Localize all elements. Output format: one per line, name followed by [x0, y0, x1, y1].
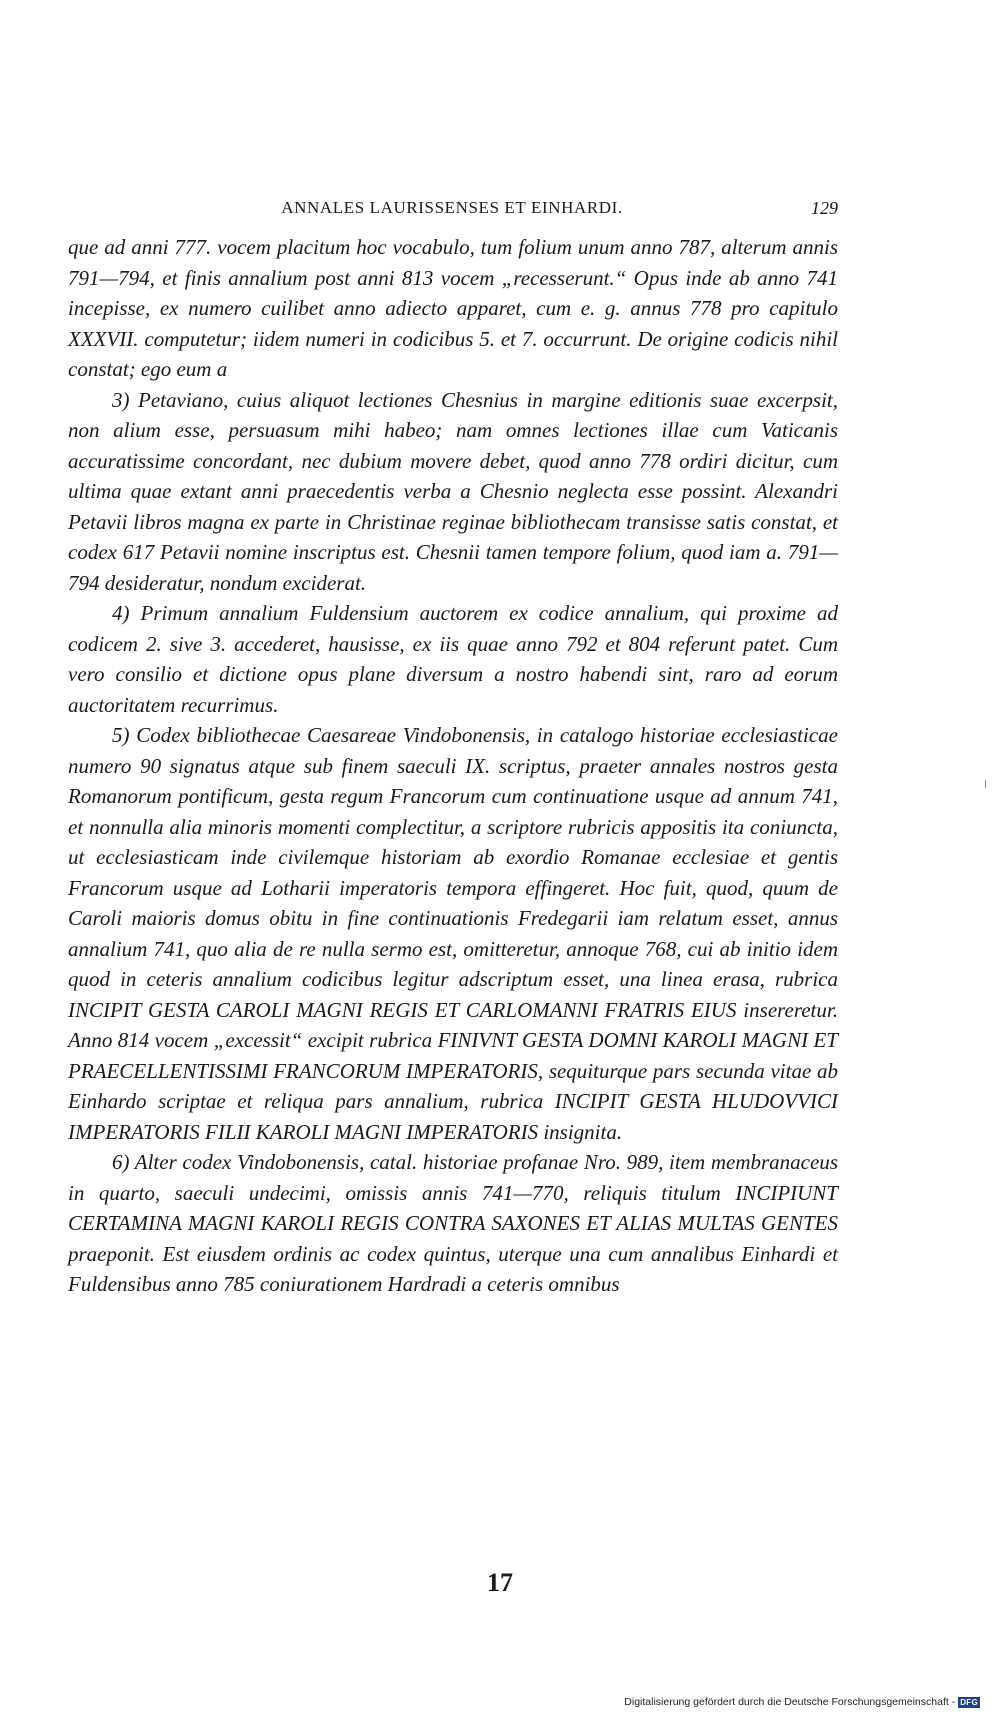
body-text — [68, 232, 838, 1300]
running-title: ANNALES LAURISSENSES ET EINHARDI. — [281, 198, 623, 217]
paragraph-3-petaviano: 3) Petaviano, cuius aliquot lectiones Chesnius in margine editionis suae excerpsit, non alium esse, persuasum mihi habeo; nam omnes lectiones illae cum Vaticanis accuratissime concordant, nec dubium movere debet, quod anno 778 ordiri dicitur, cum ultima quae extant anni praecedentis verba a Chesnio neglecta esse possint. Alexandri Petavii libros magna ex parte in Christinae reginae bibliothecam transisse satis constat, et codex 617 Petavii nomine inscriptus est. Chesnii tamen tempore folium, quod iam a. 791—794 desideratur, nondum exciderat. — [68, 387, 838, 595]
page-number: 129 — [811, 198, 838, 218]
paragraph-6-alter-codex: 6) Alter codex Vindobonensis, catal. historiae profanae Nro. 989, item membranaceus in quarto, saeculi undecimi, omissis annis 741—770, reliquis titulum INCIPIUNT CERTAMINA MAGNI KAROLI REGIS CONTRA SAXONES ET ALIAS MULTAS GENTES praeponit. Est eiusdem ordinis ac codex quintus, uterque una cum annalibus Einhardi et Fuldensibus anno 785 coniurationem Hardradi a ceteris omnibus — [68, 1150, 838, 1296]
paragraph-4-fuldenses: 4) Primum annalium Fuldensium auctorem ex codice annalium, qui proxime ad codicem 2. sive 3. accederet, hausisse, ex iis quae anno 792 et 804 referunt patet. Cum vero consilio et dictione opus plane diversum a nostro habendi sint, raro ad eorum auctoritatem recurrimus. — [68, 601, 838, 717]
dfg-logo-icon: DFG — [960, 1697, 978, 1707]
paragraph-continuation: que ad anni 777. vocem placitum hoc vocabulo, tum folium unum anno 787, alterum annis 791—794, et finis annalium post anni 813 vocem „recesserunt.“ Opus inde ab anno 741 incepisse, ex numero cuilibet anno adiecto apparet, cum e. g. annus 778 pro capitulo XXXVII. computetur; iidem numeri in codicibus 5. et 7. occurrunt. De origine codicis nihil constat; ego eum a — [68, 235, 838, 381]
page-header — [66, 194, 838, 224]
paragraph-5-vindobonensis: 5) Codex bibliothecae Caesareae Vindobonensis, in catalogo historiae ecclesiasticae numero 90 signatus atque sub finem saeculi IX. scriptus, praeter annales nostros gesta Romanorum pontificum, gesta regum Francorum cum continuatione usque ad annum 741, et nonnulla alia minoris momenti complectitur, a scriptore rubricis appositis ita coniuncta, ut ecclesiasticam inde civilemque historiam ab exordio Romanae ecclesiae et gentis Francorum usque ad Lotharii imperatoris tempora effingeret. Hoc fuit, quod, quum de Caroli maioris domus obitu in fine continuationis Fredegarii iam relatum esset, annus annalium 741, quo alia de re nulla sermo est, omitteretur, annoque 768, cui ab initio idem quod in ceteris annalium codicibus legitur adscriptum esset, una linea erasa, rubrica INCIPIT GESTA CAROLI MAGNI REGIS ET CARLOMANNI FRATRIS EIUS insereretur. Anno 814 vocem „excessit“ excipit rubrica FINIVNT GESTA DOMNI KAROLI MAGNI ET PRAECELLENTISSIMI FRANCORUM IMPERATORIS, sequiturque pars secunda vitae ab Einhardo scriptae et reliqua pars annalium, rubrica INCIPIT GESTA HLUDOVVICI IMPERATORIS FILII KAROLI MAGNI IMPERATORIS insignita. — [68, 723, 838, 1144]
margin-tick — [985, 780, 986, 788]
footer-credit — [624, 1696, 980, 1708]
signature-mark: 17 — [487, 1568, 513, 1597]
footer-credit-text: Digitalisierung gefördert durch die Deutsche Forschungsgemeinschaft - — [624, 1696, 956, 1708]
